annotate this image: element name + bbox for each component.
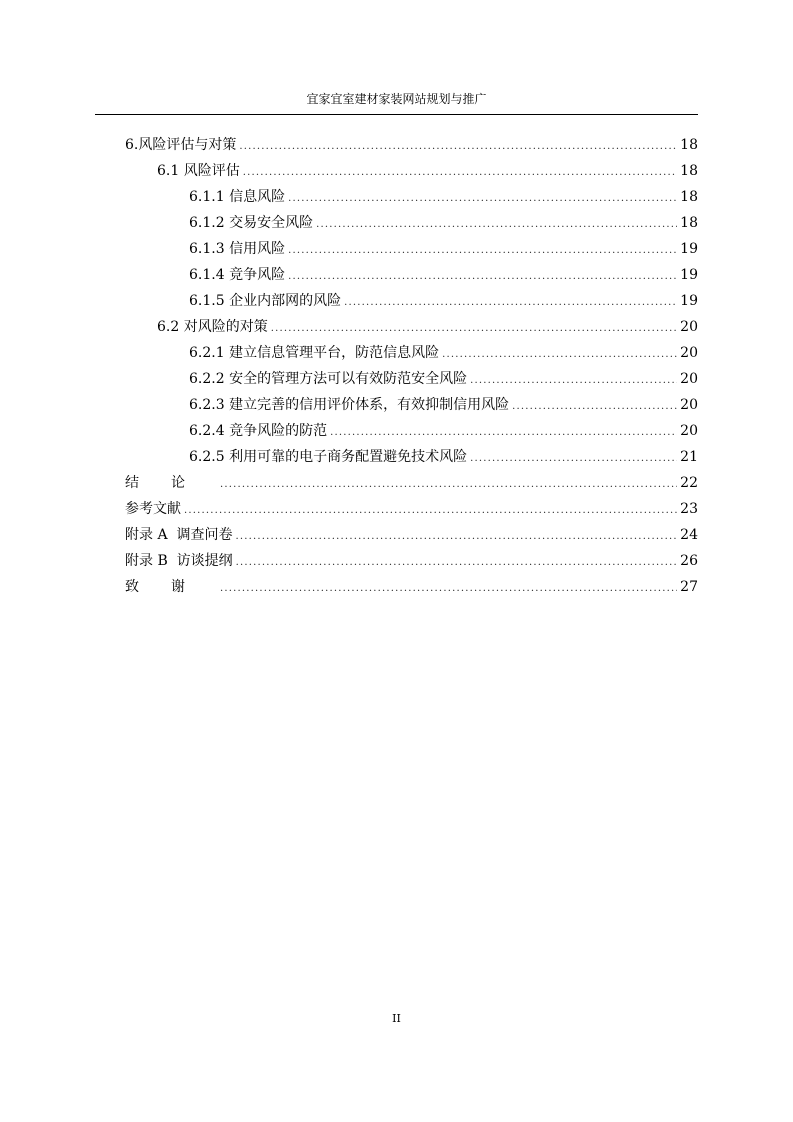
toc-dot-leader: [512, 396, 677, 418]
toc-dot-leader: [271, 318, 677, 340]
toc-entry-label: 参考文献: [125, 501, 181, 517]
toc-dot-leader: [235, 526, 677, 548]
toc-entry[interactable]: [125, 472, 698, 498]
toc-dot-leader: [243, 162, 677, 184]
toc-entry-label: 6.2.3 建立完善的信用评价体系，有效抑制信用风险: [189, 397, 510, 413]
toc-dot-leader: [470, 370, 677, 392]
toc-entry[interactable]: [125, 238, 698, 264]
toc-entry-label: 附录 A 调查问卷: [125, 527, 233, 543]
toc-entry-page: 19: [680, 241, 698, 257]
toc-dot-leader: [239, 136, 677, 158]
toc-entry[interactable]: [125, 394, 698, 420]
toc-entry[interactable]: [125, 446, 698, 472]
toc-entry[interactable]: [125, 342, 698, 368]
toc-dot-leader: [330, 422, 677, 444]
toc-entry[interactable]: [125, 160, 698, 186]
toc-entry-label: 6.2.4 竞争风险的防范: [189, 423, 328, 439]
toc-entry[interactable]: [125, 420, 698, 446]
page-number: II: [392, 1012, 401, 1025]
toc-entry-label: 附录 B 访谈提纲: [125, 553, 233, 569]
table-of-contents: [125, 134, 698, 602]
toc-dot-leader: [316, 214, 677, 236]
toc-entry-page: 27: [680, 579, 698, 595]
toc-entry[interactable]: [125, 290, 698, 316]
toc-entry-label: 6.1 风险评估: [157, 163, 240, 179]
toc-dot-leader: [288, 266, 677, 288]
toc-entry-page: 20: [680, 319, 698, 335]
toc-entry-label: 致谢: [125, 579, 217, 595]
toc-entry-label: 6.1.3 信用风险: [189, 241, 286, 257]
toc-dot-leader: [344, 292, 677, 314]
toc-entry-page: 24: [680, 527, 698, 543]
toc-entry-page: 18: [680, 189, 698, 205]
toc-dot-leader: [470, 448, 677, 470]
toc-entry-label: 6.2 对风险的对策: [157, 319, 268, 335]
toc-entry-page: 26: [680, 553, 698, 569]
toc-entry-label: 6.1.4 竞争风险: [189, 267, 286, 283]
toc-entry-page: 21: [680, 449, 698, 465]
toc-dot-leader: [220, 474, 677, 496]
toc-entry[interactable]: [125, 550, 698, 576]
toc-dot-leader: [236, 552, 678, 574]
toc-entry-label: 结论: [125, 475, 217, 491]
toc-entry-page: 20: [680, 345, 698, 361]
toc-entry[interactable]: [125, 498, 698, 524]
toc-entry-page: 22: [680, 475, 698, 491]
toc-entry-label: 6.2.1 建立信息管理平台，防范信息风险: [189, 345, 440, 361]
toc-entry-page: 18: [680, 137, 698, 153]
toc-entry[interactable]: [125, 134, 698, 160]
toc-entry[interactable]: [125, 368, 698, 394]
toc-dot-leader: [288, 240, 677, 262]
toc-dot-leader: [442, 344, 677, 366]
toc-entry[interactable]: [125, 264, 698, 290]
running-header: 宜家宜室建材家装网站规划与推广: [306, 92, 487, 106]
toc-entry-label: 6.2.5 利用可靠的电子商务配置避免技术风险: [189, 449, 468, 465]
toc-entry-label: 6.1.1 信息风险: [189, 189, 286, 205]
toc-dot-leader: [220, 578, 677, 600]
toc-entry-page: 19: [680, 267, 698, 283]
toc-dot-leader: [288, 188, 677, 210]
toc-entry[interactable]: [125, 576, 698, 602]
toc-dot-leader: [184, 500, 677, 522]
toc-entry-page: 18: [680, 163, 698, 179]
toc-entry-page: 19: [680, 293, 698, 309]
toc-entry-page: 23: [680, 501, 698, 517]
toc-entry-page: 18: [680, 215, 698, 231]
toc-entry-label: 6.1.5 企业内部网的风险: [189, 293, 342, 309]
toc-entry-page: 20: [680, 423, 698, 439]
header-rule: [95, 114, 698, 115]
toc-entry[interactable]: [125, 186, 698, 212]
toc-entry-page: 20: [680, 371, 698, 387]
toc-entry-label: 6.2.2 安全的管理方法可以有效防范安全风险: [189, 371, 468, 387]
toc-entry[interactable]: [125, 316, 698, 342]
toc-entry-label: 6.1.2 交易安全风险: [189, 215, 314, 231]
toc-entry[interactable]: [125, 212, 698, 238]
toc-entry-page: 20: [680, 397, 698, 413]
toc-entry-label: 6.风险评估与对策: [125, 137, 237, 153]
toc-entry[interactable]: [125, 524, 698, 550]
